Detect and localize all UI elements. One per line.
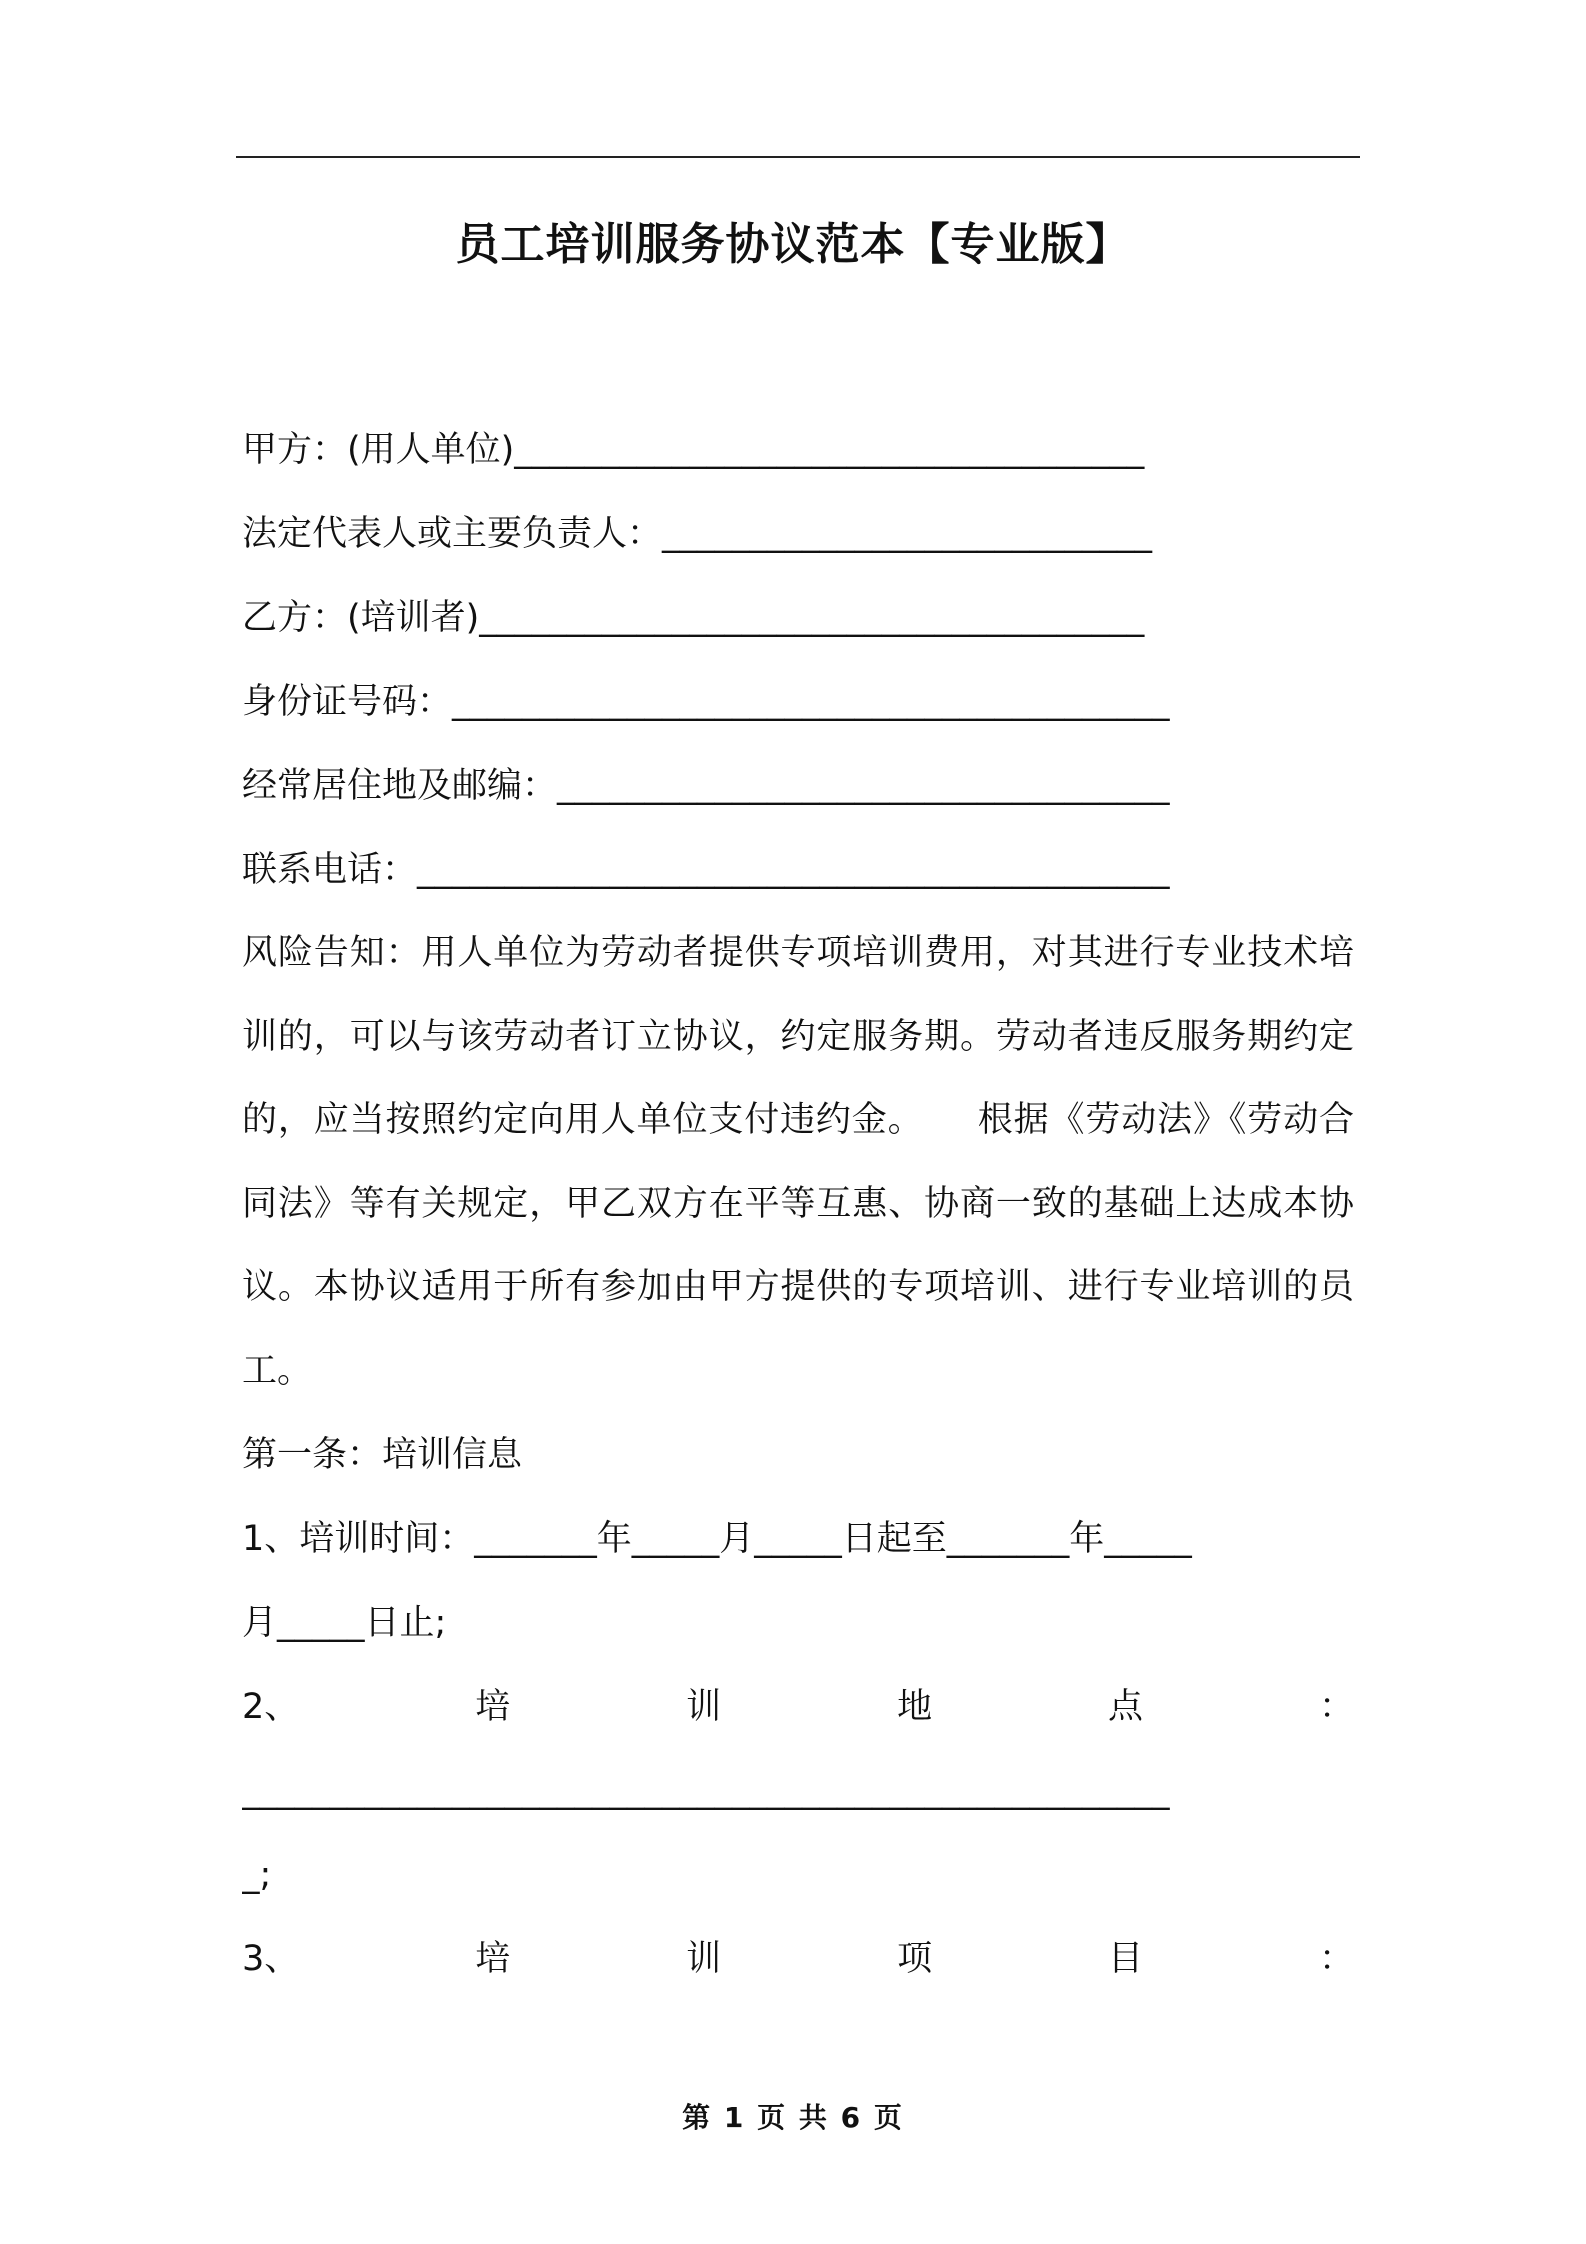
header-rule	[236, 156, 1360, 158]
item-3-char-3: 项	[897, 1939, 933, 1979]
item-3-char-2: 训	[686, 1939, 722, 1979]
page-number-footer: 第 1 页 共 6 页	[682, 2101, 904, 2134]
training-location-end: _;	[242, 1855, 272, 1895]
article-1-heading: 第一条：培训信息	[242, 1435, 523, 1475]
item-2-char-1: 培	[475, 1687, 511, 1727]
phone-field: 联系电话：___________________________________________	[242, 850, 1170, 890]
address-field: 经常居住地及邮编：___________________________________	[242, 766, 1170, 806]
item-2-colon: ：	[1318, 1687, 1354, 1727]
training-location-row	[242, 1665, 1354, 1749]
legal-representative-field: 法定代表人或主要负责人：____________________________	[242, 514, 1153, 554]
training-time-line-2: 月_____日止;	[242, 1603, 447, 1643]
training-location-blank: _____________________________________________________	[242, 1771, 1170, 1811]
training-project-row	[242, 1917, 1354, 2001]
item-3-number: 3、	[242, 1939, 300, 1979]
id-number-field: 身份证号码：_________________________________________	[242, 682, 1170, 722]
party-b-field: 乙方：(培训者)______________________________________	[242, 598, 1145, 638]
training-time-line-1: 1、培训时间：_______年_____月_____日起至_______年_____	[242, 1519, 1192, 1559]
item-3-colon: ：	[1318, 1939, 1354, 1979]
item-2-char-3: 地	[897, 1687, 933, 1727]
item-2-number: 2、	[242, 1687, 300, 1727]
item-3-char-4: 目	[1108, 1939, 1144, 1979]
document-title: 员工培训服务协议范本【专业版】	[455, 219, 1131, 270]
item-2-char-4: 点	[1108, 1687, 1144, 1727]
item-3-char-1: 培	[475, 1939, 511, 1979]
party-a-field: 甲方：(用人单位)____________________________________	[242, 430, 1145, 470]
risk-notice-paragraph: 风险告知：用人单位为劳动者提供专项培训费用，对其进行专业技术培训的，可以与该劳动者订立协议，约定服务期。劳动者违反服务期约定的，应当按照约定向用人单位支付违约金。 根据《劳动法》《劳动合同法》等有关规定，甲乙双方在平等互惠、协商一致的基础上达成本协议。本协议适用于所有参加由甲方提供的专项培训、进行专业培训的员工。	[242, 933, 1354, 1391]
document-body	[242, 408, 1354, 2001]
item-2-char-2: 训	[686, 1687, 722, 1727]
